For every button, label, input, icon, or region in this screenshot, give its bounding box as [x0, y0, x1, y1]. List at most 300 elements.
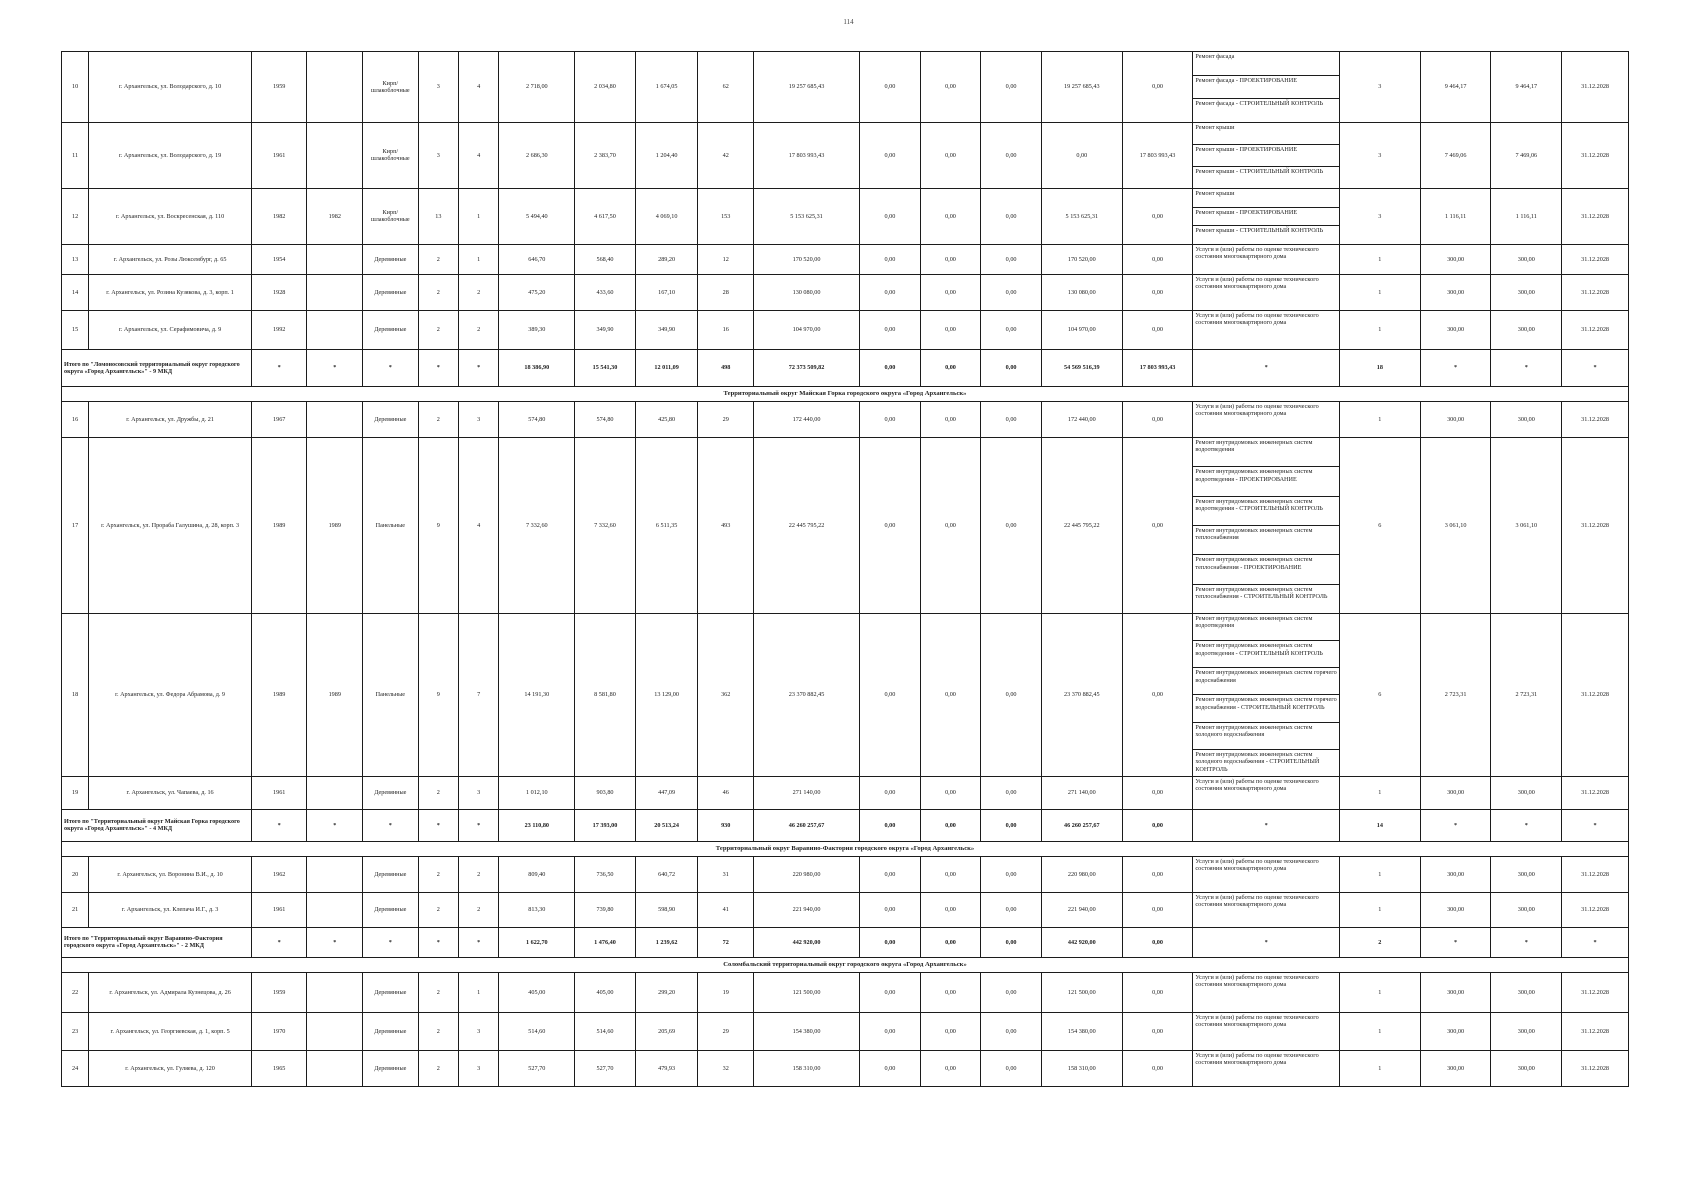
cost-total: 19 257 685,43 [753, 52, 859, 123]
building-row [62, 972, 1629, 1012]
owner-extra: 0,00 [1122, 1050, 1193, 1086]
building-address: г. Архангельск, ул. Воскресенская, д. 110 [89, 188, 252, 244]
residents: 153 [698, 188, 754, 244]
budget-cost: 0,00 [920, 274, 981, 310]
repair-work-item: Ремонт внутридомовых инженерных систем водоотведения - СТРОИТЕЛЬНЫЙ КОНТРОЛЬ [1193, 641, 1338, 668]
district-total-row [62, 809, 1629, 841]
local-cost: 0,00 [981, 856, 1042, 892]
owner-cost: 158 310,00 [1041, 1050, 1122, 1086]
total-max-unit-cost-placeholder: * [1491, 809, 1562, 841]
entrances-count: 2 [459, 892, 499, 927]
owner-extra: 0,00 [1122, 1012, 1193, 1050]
residential-area: 167,10 [635, 274, 698, 310]
repair-work-item: Услуги и (или) работы по оценке технического состояния многоквартирного дома [1195, 1013, 1319, 1029]
year-built: 1928 [251, 274, 307, 310]
row-number: 15 [62, 310, 89, 349]
repair-work-item: Ремонт внутридомовых инженерных систем теплоснабжения - ПРОЕКТИРОВАНИЕ [1193, 555, 1338, 584]
living-area: 8 581,80 [575, 613, 636, 776]
owner-extra: 0,00 [1122, 244, 1193, 274]
work-count: 1 [1339, 401, 1420, 437]
total-local-cost: 0,00 [981, 349, 1042, 386]
floors-count: 9 [418, 613, 458, 776]
year-built: 1970 [251, 1012, 307, 1050]
residential-area: 4 069,10 [635, 188, 698, 244]
entrances-count: 1 [459, 972, 499, 1012]
fund-cost: 0,00 [860, 52, 921, 123]
total-local-cost: 0,00 [981, 927, 1042, 957]
budget-cost: 0,00 [920, 188, 981, 244]
repair-work-item: Услуги и (или) работы по оценке технического состояния многоквартирного дома [1195, 777, 1319, 793]
local-cost: 0,00 [981, 437, 1042, 613]
repair-work-item: Ремонт крыши - СТРОИТЕЛЬНЫЙ КОНТРОЛЬ [1195, 167, 1324, 175]
total-residential-area: 12 011,09 [635, 349, 698, 386]
total-floors-placeholder: * [418, 809, 458, 841]
budget-cost: 0,00 [920, 52, 981, 123]
owner-cost: 130 080,00 [1041, 274, 1122, 310]
unit-cost: 300,00 [1420, 1050, 1491, 1086]
repair-works-list [1193, 244, 1339, 274]
local-cost: 0,00 [981, 613, 1042, 776]
total-area: 646,70 [499, 244, 575, 274]
completion-deadline: 31.12.2028 [1562, 856, 1629, 892]
wall-material: Деревянные [363, 1012, 419, 1050]
residential-area: 299,20 [635, 972, 698, 1012]
total-year-built-placeholder: * [251, 809, 307, 841]
residential-area: 6 511,35 [635, 437, 698, 613]
total-area: 405,00 [499, 972, 575, 1012]
work-count: 6 [1339, 613, 1420, 776]
residential-area: 205,69 [635, 1012, 698, 1050]
fund-cost: 0,00 [860, 1012, 921, 1050]
year-reconstructed [307, 1050, 363, 1086]
year-built: 1992 [251, 310, 307, 349]
total-cost-total: 46 260 257,67 [753, 809, 859, 841]
total-owner-extra: 0,00 [1122, 927, 1193, 957]
repair-work-item: Ремонт внутридомовых инженерных систем водоотведения [1193, 438, 1338, 467]
total-material-placeholder: * [363, 809, 419, 841]
residents: 29 [698, 401, 754, 437]
completion-deadline: 31.12.2028 [1562, 52, 1629, 123]
unit-cost: 300,00 [1420, 274, 1491, 310]
unit-cost: 1 116,11 [1420, 188, 1491, 244]
budget-cost: 0,00 [920, 1050, 981, 1086]
fund-cost: 0,00 [860, 274, 921, 310]
owner-cost: 22 445 795,22 [1041, 437, 1122, 613]
local-cost: 0,00 [981, 1050, 1042, 1086]
living-area: 736,50 [575, 856, 636, 892]
floors-count: 3 [418, 122, 458, 188]
owner-cost: 271 140,00 [1041, 776, 1122, 809]
building-address: г. Архангельск, ул. Чапаева, д. 16 [89, 776, 252, 809]
year-reconstructed: 1982 [307, 188, 363, 244]
year-built: 1965 [251, 1050, 307, 1086]
repair-work-item: Ремонт внутридомовых инженерных систем холодного водоснабжения [1193, 723, 1338, 750]
building-row [62, 310, 1629, 349]
repair-work-item: Ремонт внутридомовых инженерных систем водоотведения - СТРОИТЕЛЬНЫЙ КОНТРОЛЬ [1193, 497, 1338, 526]
floors-count: 9 [418, 437, 458, 613]
district-total-row [62, 927, 1629, 957]
local-cost: 0,00 [981, 892, 1042, 927]
wall-material: Кирп/шлакоблочные [363, 122, 419, 188]
work-count: 1 [1339, 310, 1420, 349]
residents: 12 [698, 244, 754, 274]
total-residential-area: 20 513,24 [635, 809, 698, 841]
entrances-count: 2 [459, 310, 499, 349]
year-reconstructed [307, 274, 363, 310]
max-unit-cost: 300,00 [1491, 401, 1562, 437]
local-cost: 0,00 [981, 310, 1042, 349]
owner-cost: 5 153 625,31 [1041, 188, 1122, 244]
entrances-count: 2 [459, 856, 499, 892]
total-residents: 930 [698, 809, 754, 841]
living-area: 349,90 [575, 310, 636, 349]
repair-work-item: Услуги и (или) работы по оценке технического состояния многоквартирного дома [1195, 402, 1319, 418]
total-area: 2 686,30 [499, 122, 575, 188]
fund-cost: 0,00 [860, 437, 921, 613]
building-row [62, 856, 1629, 892]
fund-cost: 0,00 [860, 892, 921, 927]
budget-cost: 0,00 [920, 437, 981, 613]
residents: 46 [698, 776, 754, 809]
total-label: Итого по "Территориальный округ Варавино-Фактория городского округа «Город Архангельск»" - 2 МКД [62, 927, 252, 957]
floors-count: 2 [418, 776, 458, 809]
living-area: 527,70 [575, 1050, 636, 1086]
total-living-area: 17 393,00 [575, 809, 636, 841]
total-year-rec-placeholder: * [307, 927, 363, 957]
residents: 42 [698, 122, 754, 188]
total-budget-cost: 0,00 [920, 809, 981, 841]
fund-cost: 0,00 [860, 613, 921, 776]
total-owner-cost: 54 569 516,39 [1041, 349, 1122, 386]
entrances-count: 4 [459, 437, 499, 613]
max-unit-cost: 300,00 [1491, 776, 1562, 809]
fund-cost: 0,00 [860, 972, 921, 1012]
completion-deadline: 31.12.2028 [1562, 776, 1629, 809]
floors-count: 2 [418, 310, 458, 349]
year-reconstructed [307, 776, 363, 809]
unit-cost: 2 723,31 [1420, 613, 1491, 776]
building-row [62, 274, 1629, 310]
building-row [62, 1050, 1629, 1086]
unit-cost: 300,00 [1420, 856, 1491, 892]
floors-count: 2 [418, 244, 458, 274]
row-number: 17 [62, 437, 89, 613]
year-reconstructed [307, 1012, 363, 1050]
repair-work-item: Услуги и (или) работы по оценке технического состояния многоквартирного дома [1195, 857, 1319, 873]
row-number: 20 [62, 856, 89, 892]
total-local-cost: 0,00 [981, 809, 1042, 841]
wall-material: Деревянные [363, 776, 419, 809]
year-built: 1989 [251, 437, 307, 613]
year-built: 1962 [251, 856, 307, 892]
repair-works-list [1193, 776, 1339, 809]
total-unit-cost-placeholder: * [1420, 349, 1491, 386]
floors-count: 13 [418, 188, 458, 244]
year-reconstructed: 1989 [307, 437, 363, 613]
building-row [62, 401, 1629, 437]
building-row [62, 52, 1629, 123]
entrances-count: 1 [459, 244, 499, 274]
total-year-built-placeholder: * [251, 927, 307, 957]
residential-area: 1 204,40 [635, 122, 698, 188]
owner-extra: 0,00 [1122, 188, 1193, 244]
row-number: 24 [62, 1050, 89, 1086]
year-reconstructed [307, 244, 363, 274]
cost-total: 271 140,00 [753, 776, 859, 809]
building-row [62, 892, 1629, 927]
entrances-count: 2 [459, 274, 499, 310]
building-row [62, 613, 1629, 776]
work-count: 1 [1339, 274, 1420, 310]
work-count: 1 [1339, 1012, 1420, 1050]
total-label: Итого по "Ломоносовский территориальный округ городского округа «Город Архангельск»" - 9 МКД [62, 349, 252, 386]
budget-cost: 0,00 [920, 310, 981, 349]
total-floors-placeholder: * [418, 927, 458, 957]
owner-cost: 221 940,00 [1041, 892, 1122, 927]
repair-works-list [1193, 1050, 1339, 1086]
building-address: г. Архангельск, ул. Володарского, д. 19 [89, 122, 252, 188]
max-unit-cost: 300,00 [1491, 892, 1562, 927]
completion-deadline: 31.12.2028 [1562, 401, 1629, 437]
entrances-count: 4 [459, 52, 499, 123]
total-residents: 72 [698, 927, 754, 957]
entrances-count: 3 [459, 401, 499, 437]
max-unit-cost: 300,00 [1491, 1012, 1562, 1050]
living-area: 574,80 [575, 401, 636, 437]
local-cost: 0,00 [981, 274, 1042, 310]
wall-material: Кирп/шлакоблочные [363, 188, 419, 244]
district-section-header [62, 957, 1629, 972]
owner-cost: 19 257 685,43 [1041, 52, 1122, 123]
year-reconstructed [307, 52, 363, 123]
total-budget-cost: 0,00 [920, 349, 981, 386]
cost-total: 17 803 993,43 [753, 122, 859, 188]
year-reconstructed [307, 310, 363, 349]
floors-count: 3 [418, 52, 458, 123]
fund-cost: 0,00 [860, 1050, 921, 1086]
wall-material: Деревянные [363, 310, 419, 349]
residents: 32 [698, 1050, 754, 1086]
living-area: 739,80 [575, 892, 636, 927]
completion-deadline: 31.12.2028 [1562, 613, 1629, 776]
living-area: 433,60 [575, 274, 636, 310]
total-total-area: 1 622,70 [499, 927, 575, 957]
row-number: 13 [62, 244, 89, 274]
total-work-count: 14 [1339, 809, 1420, 841]
completion-deadline: 31.12.2028 [1562, 122, 1629, 188]
work-count: 3 [1339, 122, 1420, 188]
work-count: 3 [1339, 52, 1420, 123]
total-entrances-placeholder: * [459, 349, 499, 386]
repair-works-list [1193, 437, 1339, 613]
budget-cost: 0,00 [920, 776, 981, 809]
residents: 16 [698, 310, 754, 349]
owner-cost: 104 970,00 [1041, 310, 1122, 349]
total-year-rec-placeholder: * [307, 349, 363, 386]
owner-cost: 170 520,00 [1041, 244, 1122, 274]
total-living-area: 1 476,40 [575, 927, 636, 957]
work-count: 1 [1339, 856, 1420, 892]
owner-extra: 0,00 [1122, 856, 1193, 892]
building-address: г. Архангельск, ул. Гуляева, д. 120 [89, 1050, 252, 1086]
local-cost: 0,00 [981, 776, 1042, 809]
year-built: 1954 [251, 244, 307, 274]
work-count: 1 [1339, 972, 1420, 1012]
unit-cost: 300,00 [1420, 1012, 1491, 1050]
repair-works-list [1193, 401, 1339, 437]
entrances-count: 3 [459, 776, 499, 809]
total-area: 7 332,60 [499, 437, 575, 613]
wall-material: Кирп/шлакоблочные [363, 52, 419, 123]
total-total-area: 18 386,90 [499, 349, 575, 386]
total-fund-cost: 0,00 [860, 809, 921, 841]
building-address: г. Архангельск, ул. Георгиевская, д. 1, корп. 5 [89, 1012, 252, 1050]
completion-deadline: 31.12.2028 [1562, 310, 1629, 349]
row-number: 23 [62, 1012, 89, 1050]
year-reconstructed [307, 892, 363, 927]
repair-works-list [1193, 613, 1339, 776]
cost-total: 221 940,00 [753, 892, 859, 927]
local-cost: 0,00 [981, 188, 1042, 244]
work-count: 1 [1339, 892, 1420, 927]
total-owner-extra: 0,00 [1122, 809, 1193, 841]
row-number: 19 [62, 776, 89, 809]
building-address: г. Архангельск, ул. Прораба Галушина, д. 28, корп. 3 [89, 437, 252, 613]
building-row [62, 188, 1629, 244]
building-address: г. Архангельск, ул. Серафимовича, д. 9 [89, 310, 252, 349]
year-built: 1959 [251, 52, 307, 123]
repair-work-item: Ремонт внутридомовых инженерных систем водоотведения [1193, 614, 1338, 641]
year-built: 1967 [251, 401, 307, 437]
owner-extra: 17 803 993,43 [1122, 122, 1193, 188]
building-address: г. Архангельск, ул. Федора Абрамова, д. 9 [89, 613, 252, 776]
repair-work-item: Услуги и (или) работы по оценке технического состояния многоквартирного дома [1195, 1051, 1319, 1067]
unit-cost: 9 464,17 [1420, 52, 1491, 123]
budget-cost: 0,00 [920, 972, 981, 1012]
total-unit-cost-placeholder: * [1420, 927, 1491, 957]
budget-cost: 0,00 [920, 122, 981, 188]
local-cost: 0,00 [981, 52, 1042, 123]
total-material-placeholder: * [363, 349, 419, 386]
total-area: 5 494,40 [499, 188, 575, 244]
total-max-unit-cost-placeholder: * [1491, 349, 1562, 386]
district-section-title: Соломбальский территориальный округ городского округа «Город Архангельск» [62, 957, 1629, 972]
year-built: 1961 [251, 776, 307, 809]
wall-material: Деревянные [363, 244, 419, 274]
unit-cost: 300,00 [1420, 244, 1491, 274]
residential-area: 1 674,05 [635, 52, 698, 123]
residential-area: 425,80 [635, 401, 698, 437]
residents: 19 [698, 972, 754, 1012]
wall-material: Деревянные [363, 856, 419, 892]
building-row [62, 122, 1629, 188]
repair-works-list [1193, 1012, 1339, 1050]
budget-cost: 0,00 [920, 244, 981, 274]
repair-works-list [1193, 310, 1339, 349]
owner-extra: 0,00 [1122, 310, 1193, 349]
max-unit-cost: 300,00 [1491, 856, 1562, 892]
owner-extra: 0,00 [1122, 613, 1193, 776]
cost-total: 130 080,00 [753, 274, 859, 310]
residential-area: 479,93 [635, 1050, 698, 1086]
district-section-header [62, 386, 1629, 401]
total-owner-cost: 442 920,00 [1041, 927, 1122, 957]
residential-area: 598,90 [635, 892, 698, 927]
living-area: 568,40 [575, 244, 636, 274]
repair-works-list [1193, 892, 1339, 927]
residential-area: 447,09 [635, 776, 698, 809]
living-area: 405,00 [575, 972, 636, 1012]
work-count: 1 [1339, 776, 1420, 809]
residents: 29 [698, 1012, 754, 1050]
residents: 41 [698, 892, 754, 927]
repair-works-list [1193, 52, 1339, 123]
total-area: 389,30 [499, 310, 575, 349]
row-number: 12 [62, 188, 89, 244]
building-address: г. Архангельск, ул. Адмирала Кузнецова, д. 26 [89, 972, 252, 1012]
wall-material: Деревянные [363, 972, 419, 1012]
fund-cost: 0,00 [860, 776, 921, 809]
total-deadline-placeholder: * [1562, 809, 1629, 841]
max-unit-cost: 9 464,17 [1491, 52, 1562, 123]
row-number: 21 [62, 892, 89, 927]
completion-deadline: 31.12.2028 [1562, 1012, 1629, 1050]
owner-extra: 0,00 [1122, 972, 1193, 1012]
unit-cost: 300,00 [1420, 892, 1491, 927]
owner-cost: 0,00 [1041, 122, 1122, 188]
total-fund-cost: 0,00 [860, 927, 921, 957]
total-area: 475,20 [499, 274, 575, 310]
residents: 28 [698, 274, 754, 310]
owner-cost: 154 380,00 [1041, 1012, 1122, 1050]
repair-work-item: Ремонт внутридомовых инженерных систем теплоснабжения [1193, 526, 1338, 555]
total-fund-cost: 0,00 [860, 349, 921, 386]
budget-cost: 0,00 [920, 892, 981, 927]
building-address: г. Архангельск, ул. Розина Кузякова, д. 3, корп. 1 [89, 274, 252, 310]
unit-cost: 3 061,10 [1420, 437, 1491, 613]
repair-work-item: Ремонт фасада - ПРОЕКТИРОВАНИЕ [1193, 76, 1338, 100]
floors-count: 2 [418, 972, 458, 1012]
floors-count: 2 [418, 274, 458, 310]
total-area: 813,30 [499, 892, 575, 927]
district-total-row [62, 349, 1629, 386]
local-cost: 0,00 [981, 244, 1042, 274]
total-entrances-placeholder: * [459, 809, 499, 841]
local-cost: 0,00 [981, 401, 1042, 437]
year-reconstructed [307, 972, 363, 1012]
building-row [62, 776, 1629, 809]
unit-cost: 300,00 [1420, 776, 1491, 809]
budget-cost: 0,00 [920, 1012, 981, 1050]
building-address: г. Архангельск, ул. Дружбы, д. 21 [89, 401, 252, 437]
repair-work-item: Услуги и (или) работы по оценке технического состояния многоквартирного дома [1195, 275, 1319, 291]
living-area: 903,80 [575, 776, 636, 809]
total-entrances-placeholder: * [459, 927, 499, 957]
building-row [62, 1012, 1629, 1050]
repair-work-item: Ремонт внутридомовых инженерных систем теплоснабжения - СТРОИТЕЛЬНЫЙ КОНТРОЛЬ [1195, 585, 1328, 601]
cost-total: 172 440,00 [753, 401, 859, 437]
floors-count: 2 [418, 401, 458, 437]
repair-works-list [1193, 188, 1339, 244]
max-unit-cost: 300,00 [1491, 972, 1562, 1012]
total-cost-total: 72 373 509,82 [753, 349, 859, 386]
repair-work-item: Ремонт внутридомовых инженерных систем водоотведения - ПРОЕКТИРОВАНИЕ [1193, 467, 1338, 496]
fund-cost: 0,00 [860, 310, 921, 349]
total-budget-cost: 0,00 [920, 927, 981, 957]
budget-cost: 0,00 [920, 401, 981, 437]
entrances-count: 3 [459, 1050, 499, 1086]
total-area: 809,40 [499, 856, 575, 892]
